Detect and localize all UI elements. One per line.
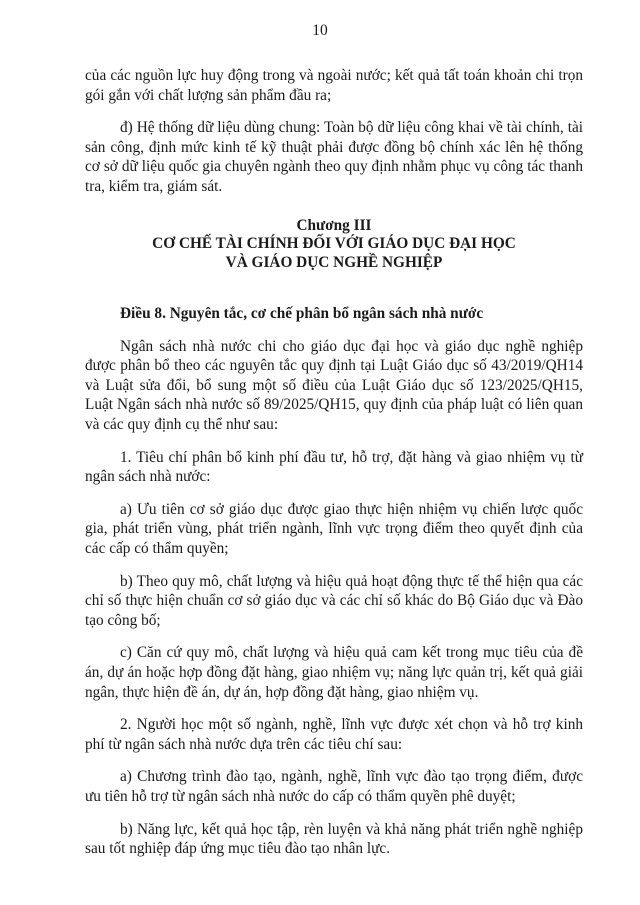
article-heading: Điều 8. Nguyên tắc, cơ chế phân bổ ngân sách nhà nước (120, 305, 484, 323)
article-clause-1: 1. Tiêu chí phân bổ kinh phí đầu tư, hỗ trợ, đặt hàng và giao nhiệm vụ từ ngân sách nhà nước: (85, 448, 583, 486)
paragraph-shared-data-system: đ) Hệ thống dữ liệu dùng chung: Toàn bộ dữ liệu công khai về tài chính, tài sản công, định mức kinh tế kỹ thuật phải được đồng bộ chính xác lên hệ thống cơ sở dữ liệu quốc gia chuyên ngành theo quy định nhằm phục vụ công tác thanh tra, kiểm tra, giám sát. (85, 119, 583, 195)
paragraph-continuation: của các nguồn lực huy động trong và ngoài nước; kết quả tất toán khoản chi trọn gói gắn với chất lượng sản phẩm đầu ra; (85, 67, 583, 104)
article-point-2a: a) Chương trình đào tạo, ngành, nghề, lĩnh vực đào tạo trọng điểm, được ưu tiên hỗ trợ từ ngân sách nhà nước do cấp có thẩm quyền phê duyệt; (85, 768, 583, 805)
article-paragraph: Ngân sách nhà nước chi cho giáo dục đại học và giáo dục nghề nghiệp được phân bổ theo các nguyên tắc quy định tại Luật Giáo dục số 43/2019/QH14 và Luật sửa đổi, bổ sung một số điều của Luật Giáo dục số 123/2025/QH15, Luật Ngân sách nhà nước số 89/2025/QH15, quy định của pháp luật có liên quan và các quy định cụ thể như sau: (85, 337, 583, 434)
article-point-1b: b) Theo quy mô, chất lượng và hiệu quả hoạt động thực tế thể hiện qua các chỉ số thực hiện chuẩn cơ sở giáo dục và các chỉ số khác do Bộ Giáo dục và Đào tạo công bố; (85, 572, 583, 629)
article-point-1c: c) Căn cứ quy mô, chất lượng và hiệu quả cam kết trong mục tiêu của đề án, dự án hoặc hợp đồng đặt hàng, giao nhiệm vụ; năng lực quản trị, kết quả giải ngân, thực hiện đề án, dự án, hợp đồng đặt hàng, giao nhiệm vụ. (85, 644, 583, 701)
chapter-label: Chương III (296, 216, 372, 234)
article-point-2b: b) Năng lực, kết quả học tập, rèn luyện và khả năng phát triển nghề nghiệp sau tốt nghiệp đáp ứng mục tiêu đào tạo nhân lực. (85, 820, 583, 858)
article-point-1a: a) Ưu tiên cơ sở giáo dục được giao thực hiện nhiệm vụ chiến lược quốc gia, phát triển vùng, phát triển ngành, lĩnh vực trọng điểm theo quyết định của các cấp có thẩm quyền; (85, 500, 583, 557)
chapter-title-line-2: VÀ GIÁO DỤC NGHỀ NGHIỆP (225, 253, 443, 271)
document-body (85, 66, 583, 872)
chapter-heading (85, 217, 583, 273)
chapter-title-line-1: CƠ CHẾ TÀI CHÍNH ĐỐI VỚI GIÁO DỤC ĐẠI HỌC (152, 235, 516, 253)
page-number: 10 (312, 22, 328, 39)
article-clause-2: 2. Người học một số ngành, nghề, lĩnh vực được xét chọn và hỗ trợ kinh phí từ ngân sách nhà nước dựa trên các tiêu chí sau: (85, 716, 583, 753)
